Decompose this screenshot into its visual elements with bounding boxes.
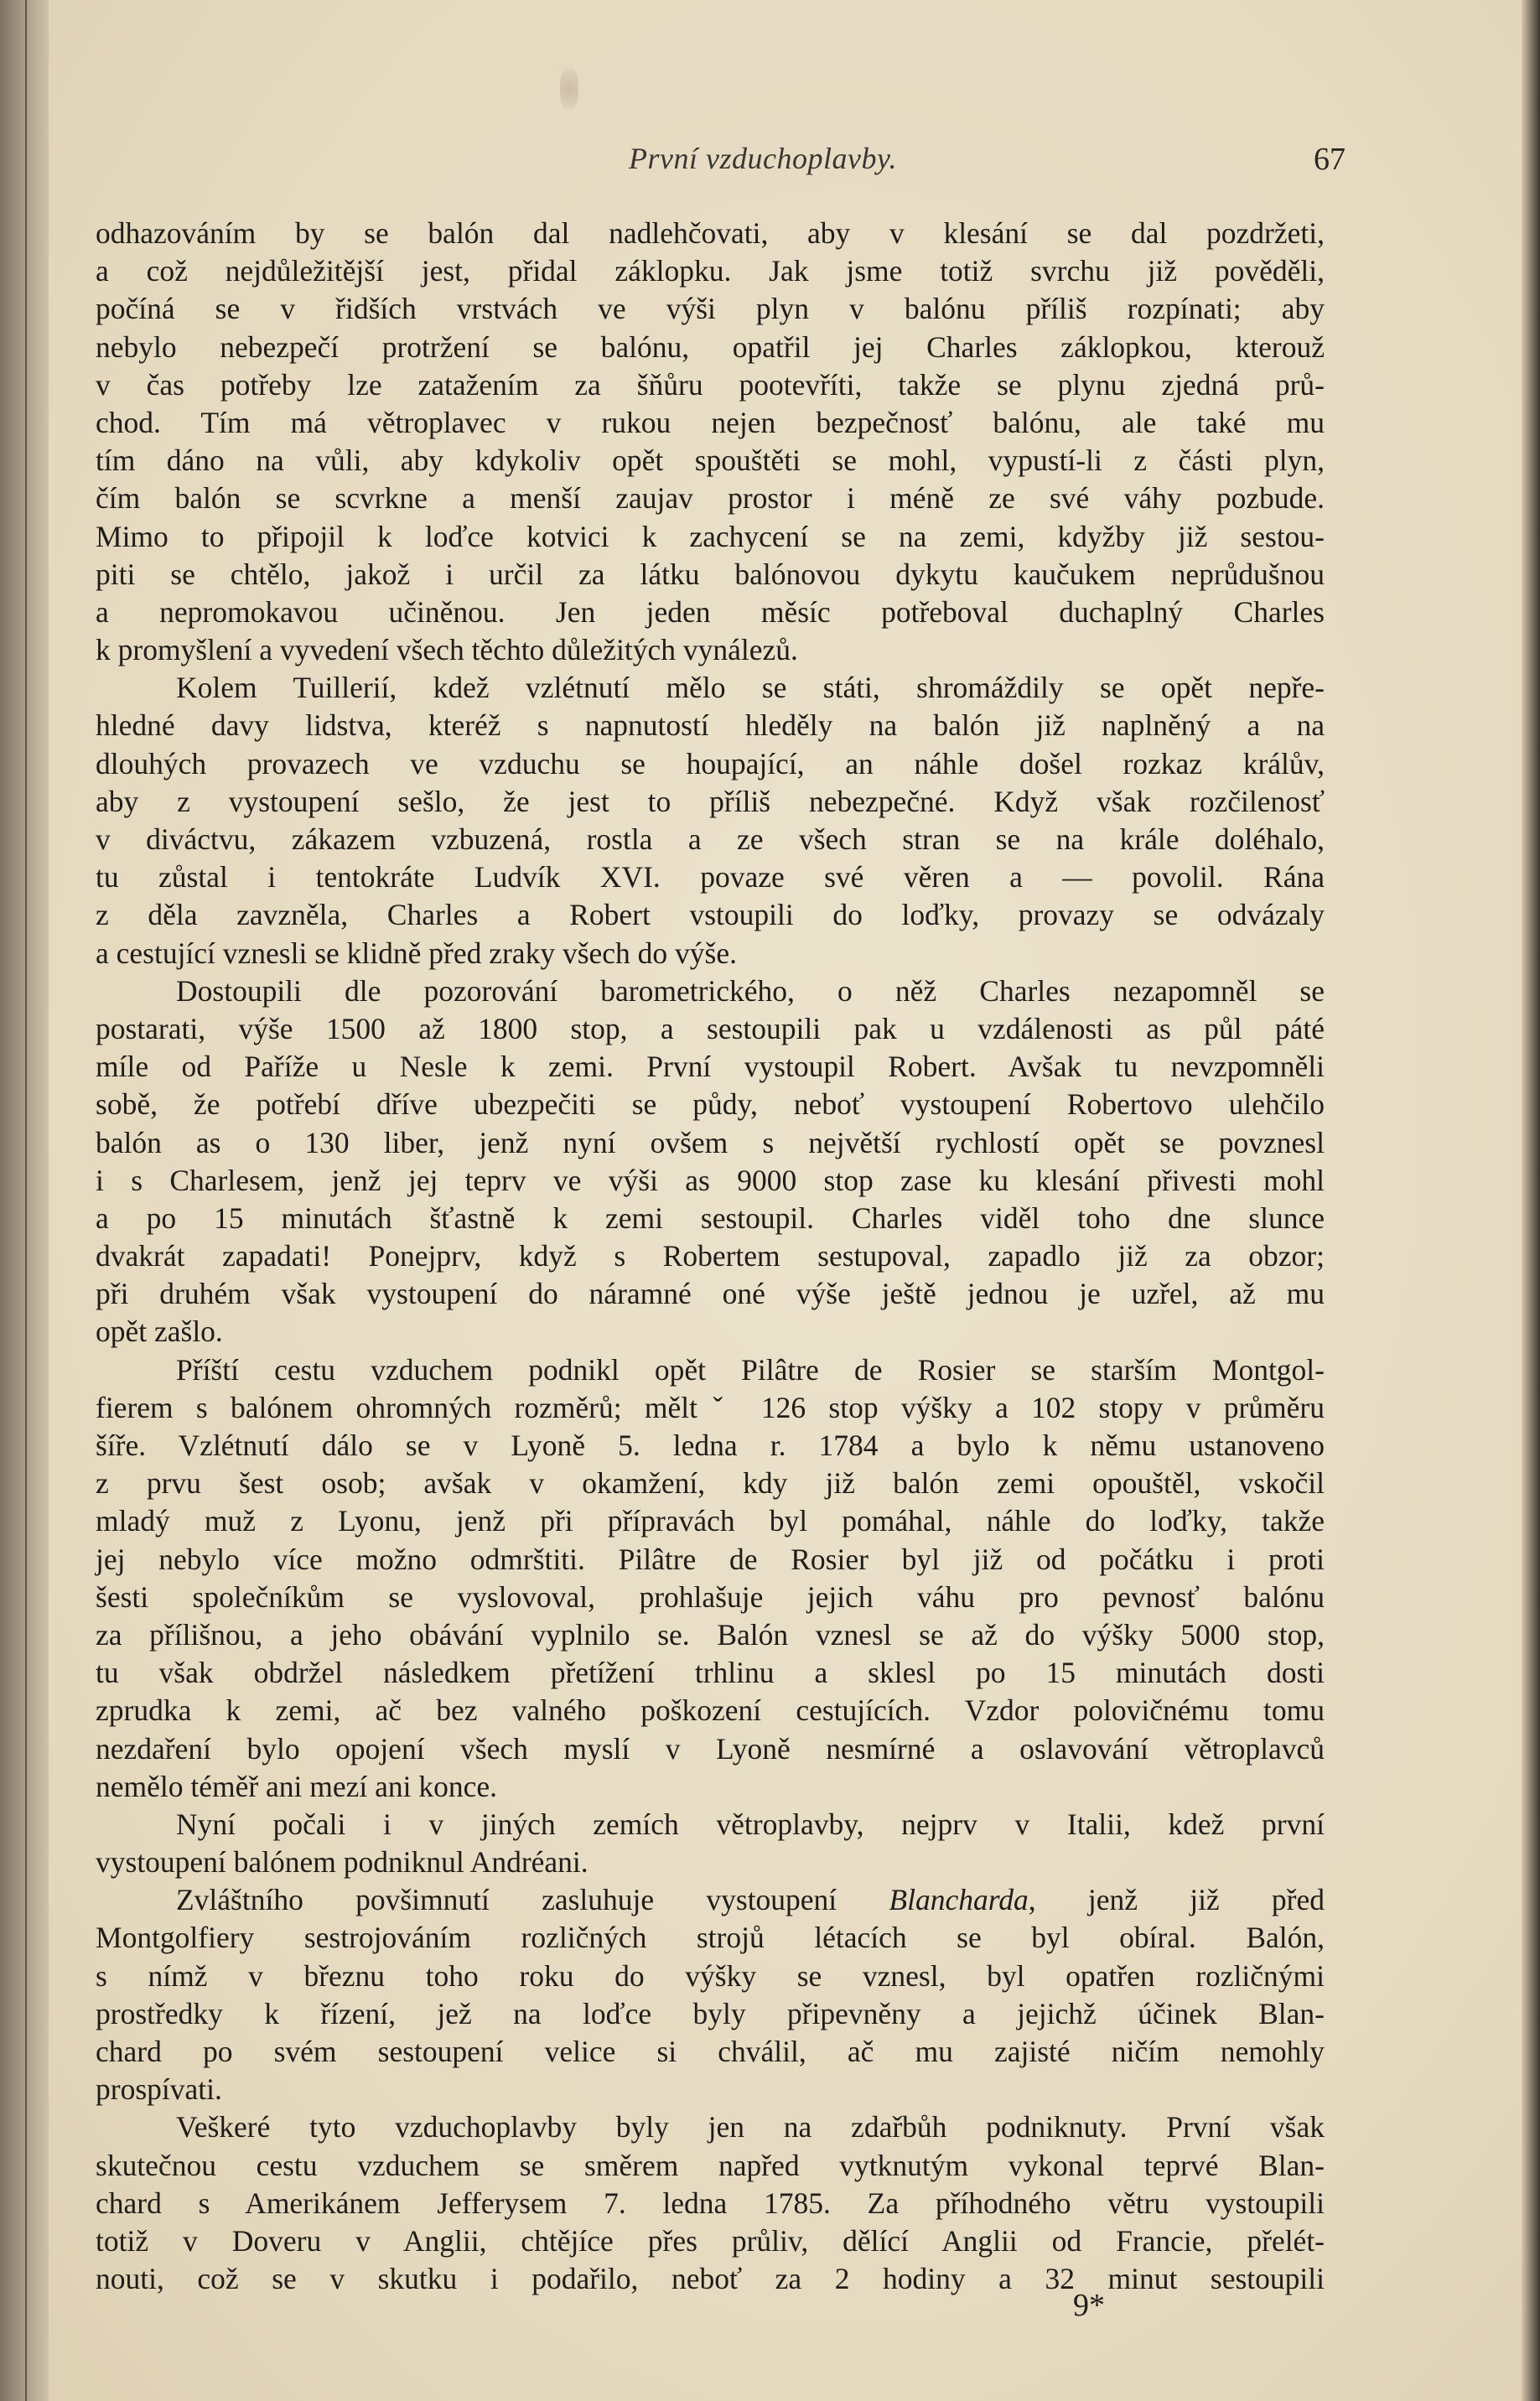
text-line: hledné davy lidstva, kteréž s napnutostí hleděly na balón již naplněný a na [96,708,1325,743]
italic-name: Blancharda [889,1883,1029,1917]
text-line: a cestující vznesli se klidně před zraky všech do výše. [96,936,737,970]
text-line: sobě, že potřebí dříve ubezpečiti se půdy, neboť vystoupení Robertovo ulehčilo [96,1087,1325,1122]
text-line: tu však obdržel následkem přetížení trhlinu a sklesl po 15 minutách dosti [96,1656,1325,1690]
text-line: čím balón se scvrkne a menší zaujav prostor i méně ze své váhy pozbude. [96,481,1325,516]
text-line: Příští cestu vzduchem podnikl opět Pilâtre de Rosier se starším Montgol- [176,1352,1325,1387]
text-line: mladý muž z Lyonu, jenž při přípravách byl pomáhal, náhle do loďky, takže [96,1504,1325,1538]
text-line: Montgolfiery sestrojováním rozličných strojů létacích se byl obíral. Balón, [96,1921,1325,1955]
text-line: vystoupení balónem podniknul Andréani. [96,1845,589,1880]
text-line: chard po svém sestoupení velice si chválil, ač mu zajisté ničím nemohly [96,2035,1325,2068]
text-line: Kolem Tuillerií, kdež vzlétnutí mělo se státi, shromáždily se opět nepře- [176,671,1325,705]
text-line: Zvláštního povšimnutí zasluhuje vystoupení Blancharda, jenž již před [176,1883,1325,1917]
text-line: v čas potřeby lze zatažením za šňůru pootevříti, takže se plynu zjedná prů- [96,367,1325,402]
text-line: skutečnou cestu vzduchem se směrem napřed vytknutým vykonal teprvé Blan- [96,2148,1325,2182]
text-line: míle od Paříže u Nesle k zemi. První vystoupil Robert. Avšak tu nevzpomněli [96,1050,1325,1084]
text-line: piti se chtělo, jakož i určil za látku balónovou dykytu kaučukem neprůdušnou [96,557,1325,591]
body-text [96,215,1325,2298]
text-line: šesti společníkům se vyslovoval, prohlašuje jejich váhu pro pevnosť balónu [96,1579,1325,1614]
text-line: Dostoupili dle pozorování barometrického, o něž Charles nezapomněl se [176,973,1325,1008]
text-line: dvakrát zapadati! Ponejprv, když s Robertem sestupoval, zapadlo již za obzor; [96,1239,1325,1273]
page-edge-shadow [1522,0,1540,2401]
text-line: i s Charlesem, jenž jej teprv ve výši as 9000 stop zase ku klesání přivesti mohl [96,1163,1325,1197]
text-line: balón as o 130 liber, jenž nyní ovšem s největší rychlostí opět se povznesl [96,1125,1325,1159]
text-line: aby z vystoupení sešlo, že jest to příliš nebezpečné. Když však rozčilenosť [96,784,1325,818]
text-line: z prvu šest osob; avšak v okamžení, kdy již balón zemi opouštěl, vskočil [96,1466,1325,1501]
page-number: 67 [1314,142,1346,177]
text-line: a po 15 minutách šťastně k zemi sestoupil. Charles viděl toho dne slunce [96,1200,1325,1235]
text-line: počíná se v řidších vrstvách ve výši plyn v balónu příliš rozpínati; aby [96,292,1325,326]
text-line: prostředky k řízení, jež na loďce byly připevněny a jejichž účinek Blan- [96,1996,1325,2030]
text-line: opět zašlo. [96,1315,223,1349]
text-line: jej nebylo více možno odmrštiti. Pilâtre de Rosier byl již od počátku i proti [96,1542,1325,1576]
text-line: nezdaření bylo opojení všech myslí v Lyoně nesmírné a oslavování větroplavců [96,1731,1325,1766]
text-line: za přílišnou, a jeho obávání vyplnilo se. Balón vznesl se až do výšky 5000 stop, [96,1617,1325,1652]
text-line: totiž v Doveru v Anglii, chtějíce přes průliv, dělící Anglii od Francie, přelét- [96,2223,1325,2258]
text-line: fierem s balónem ohromných rozměrů; měltˇ 126 stop výšky a 102 stopy v průměru [96,1390,1325,1424]
text-line: nebylo nebezpečí protržení se balónu, opatřil jej Charles záklopkou, kterouž [96,329,1325,364]
text-line: a nepromokavou učiněnou. Jen jeden měsíc potřeboval duchaplný Charles [96,594,1325,629]
running-header-title: První vzduchoplavby. [629,142,897,175]
text-line: a což nejdůležitější jest, přidal záklopku. Jak jsme totiž svrchu již pověděli, [96,254,1325,288]
text-line: dlouhých provazech ve vzduchu se houpající, an náhle došel rozkaz králův, [96,746,1325,780]
text-line: Veškeré tyto vzduchoplavby byly jen na zdařbůh podniknuty. První však [176,2110,1325,2144]
text-line: s nímž v březnu toho roku do výšky se vznesl, byl opatřen rozličnými [96,1958,1325,1993]
text-line: zprudka k zemi, ač bez valného poškození cestujících. Vzdor polovičnému tomu [96,1693,1325,1728]
page-binding [0,0,49,2401]
ink-stain [560,67,578,111]
text-line: v diváctvu, zákazem vzbuzená, rostla a ze všech stran se na krále doléhalo, [96,822,1325,856]
text-line: postarati, výše 1500 až 1800 stop, a sestoupili pak u vzdálenosti as půl páté [96,1011,1325,1045]
text-line: při druhém však vystoupení do náramné oné výše ještě jednou je uzřel, až mu [96,1277,1325,1311]
text-line: chard s Amerikánem Jefferysem 7. ledna 1785. Za příhodného větru vystoupili [96,2186,1325,2220]
text-line: odhazováním by se balón dal nadlehčovati, aby v klesání se dal pozdržeti, [96,216,1325,250]
text-line: chod. Tím má větroplavec v rukou nejen bezpečnosť balónu, ale také mu [96,405,1325,439]
text-line: šíře. Vzlétnutí dálo se v Lyoně 5. ledna r. 1784 a bylo k němu ustanoveno [96,1429,1325,1462]
text-line: k promyšlení a vyvedení všech těchto důležitých vynálezů. [96,633,798,667]
text-line: nemělo téměř ani mezí ani konce. [96,1769,498,1803]
text-line: Nyní počali i v jiných zemích větroplavby, nejprv v Italii, kdež první [176,1807,1325,1841]
text-line: Mimo to připojil k loďce kotvici k zachycení se na zemi, kdyžby již sestou- [96,519,1325,553]
text-line: z děla zavzněla, Charles a Robert vstoupili do loďky, provazy se odvázaly [96,898,1325,932]
signature-mark: 9* [1073,2288,1105,2323]
text-line: prospívati. [96,2072,222,2107]
text-line: nouti, což se v skutku i podařilo, neboť za 2 hodiny a 32 minut sestoupili [96,2262,1325,2296]
text-line: tu zůstal i tentokráte Ludvík XVI. povaze své věren a — povolil. Rána [96,860,1325,895]
text-line: tím dáno na vůli, aby kdykoliv opět spouštěti se mohl, vypustí-li z části plyn, [96,443,1325,478]
